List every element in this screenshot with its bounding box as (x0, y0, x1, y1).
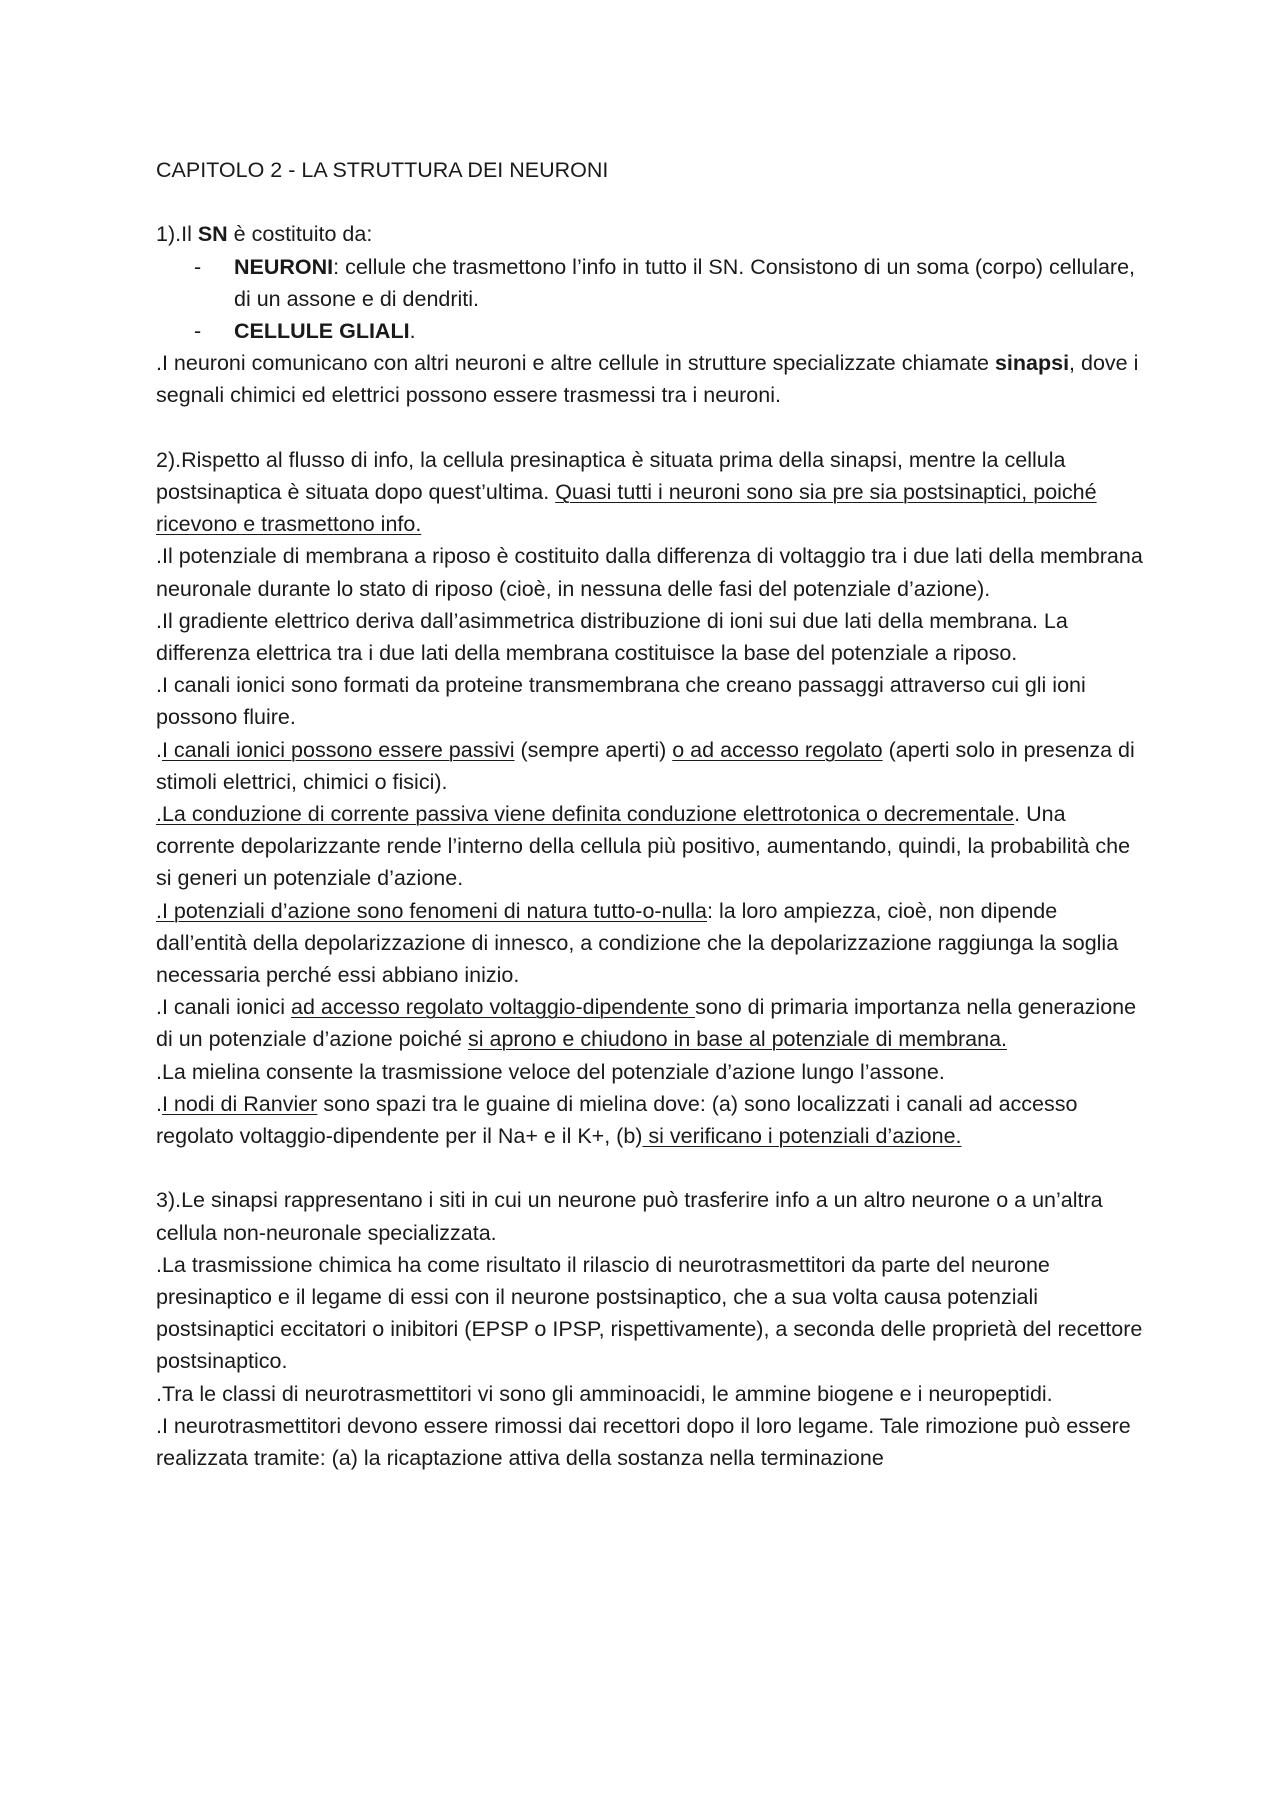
underlined-text: o ad accesso regolato (672, 737, 883, 762)
text-run: (sempre aperti) (514, 737, 673, 762)
bullet-text: . (409, 319, 416, 343)
text-run: , dove i segnali chimici ed elettrici possono essere trasmessi tra i neuroni. (156, 351, 1139, 408)
bullet-item-cellule-gliali (156, 315, 1146, 347)
paragraph-canali-passivi (156, 734, 1146, 798)
paragraph-potenziale-riposo: .Il potenziale di membrana a riposo è costituito dalla differenza di voltaggio tra i due lati della membrana neuronale durante lo stato di riposo (cioè, in nessuna delle fasi del potenziale d’azione). (156, 544, 1143, 601)
paragraph-rimozione-neurotrasmettitori: .I neurotrasmettitori devono essere rimossi dai recettori dopo il loro legame. Tale rimozione può essere realizzata tramite: (a) la ricaptazione attiva della sostanza nella terminazione (156, 1413, 1131, 1471)
paragraph-canali-ionici: .I canali ionici sono formati da proteine transmembrana che creano passaggi attraverso cui gli ioni possono fluire. (156, 673, 1086, 730)
underlined-text: I canali ionici possono essere passivi (161, 737, 515, 762)
document-body (156, 154, 1146, 1474)
paragraph-gradiente-elettrico: .Il gradiente elettrico deriva dall’asimmetrica distribuzione di ioni sui due lati della membrana. La differenza elettrica tra i due lati della membrana costituisce la base del potenziale a riposo. (156, 608, 1068, 666)
text-run: sono spazi tra le guaine di mielina dove: (a) sono localizzati i canali ad accesso regolato voltaggio-dipendente per il Na+ e il K+, (b) (156, 1091, 1078, 1149)
paragraph-spacer (156, 186, 1146, 218)
bullet-term: CELLULE GLIALI (234, 319, 410, 343)
text-run: . Una corrente depolarizzante rende l’interno della cellula più positivo, aumentando, quindi, la probabilità che si generi un potenziale d’azione. (156, 802, 1131, 891)
underlined-text: .La conduzione di corrente passiva viene definita conduzione elettrotonica o decrementale (156, 802, 1015, 827)
text-run: (aperti solo in presenza di stimoli elettrici, chimici o fisici). (156, 737, 1135, 794)
bold-term: sinapsi (994, 351, 1070, 376)
bullet-term: NEURONI (234, 254, 334, 279)
bullet-dash: - (194, 254, 202, 279)
text-run: .I canali ionici (156, 995, 292, 1020)
section1-intro-bold: SN (197, 222, 228, 247)
paragraph-classi-neurotrasmettitori: .Tra le classi di neurotrasmettitori vi sono gli amminoacidi, le ammine biogene e i neuropeptidi. (156, 1381, 1053, 1406)
text-run: : la loro ampiezza, cioè, non dipende dall’entità della depolarizzazione di innesco, a condizione che la depolarizzazione raggiunga la soglia necessaria perché essi abbiano inizio. (156, 898, 1119, 988)
section1-intro-suffix: è costituito da: (227, 222, 373, 247)
paragraph-voltaggio-dipendente (156, 991, 1146, 1055)
underlined-text: si verificano i potenziali d’azione. (642, 1124, 962, 1149)
underlined-text: .I potenziali d’azione sono fenomeni di natura tutto-o-nulla (156, 898, 707, 923)
text-run: . (156, 737, 162, 762)
underlined-text: I nodi di Ranvier (161, 1091, 318, 1116)
text-run: .I neuroni comunicano con altri neuroni e altre cellule in strutture specializzate chiamate (156, 351, 995, 376)
paragraph-conduzione-passiva (156, 798, 1146, 895)
paragraph-tutto-o-nulla (156, 895, 1146, 992)
paragraph-nodi-ranvier (156, 1088, 1146, 1152)
section1-intro (156, 218, 1146, 250)
text-run: 2).Rispetto al flusso di info, la cellula presinaptica è situata prima della sinapsi, mentre la cellula postsinaptica è situata dopo quest’ultima. (156, 447, 1066, 504)
underlined-text: ad accesso regolato voltaggio-dipendente (291, 995, 696, 1020)
bullet-item-neuroni (156, 251, 1146, 315)
paragraph-spacer (156, 412, 1146, 444)
section3-intro: 3).Le sinapsi rappresentano i siti in cui un neurone può trasferire info a un altro neurone o a un’altra cellula non-neuronale specializzata. (156, 1188, 1103, 1245)
paragraph-sinapsi (156, 347, 1146, 411)
paragraph-trasmissione-chimica: .La trasmissione chimica ha come risultato il rilascio di neurotrasmettitori da parte del neurone presinaptico e il legame di essi con il neurone postsinaptico, che a sua volta causa potenziali postsinaptici eccitatori o inibitori (EPSP o IPSP, rispettivamente), a seconda delle proprietà del recettore postsinaptico. (156, 1252, 1143, 1374)
underlined-text: Quasi tutti i neuroni sono sia pre sia postsinaptici, poiché ricevono e trasmettono info. (156, 480, 1097, 537)
paragraph-spacer (156, 1152, 1146, 1184)
section2-intro (156, 444, 1146, 541)
section1-intro-prefix: 1).Il (156, 222, 198, 247)
underlined-text: si aprono e chiudono in base al potenziale di membrana. (467, 1027, 1008, 1052)
text-run: sono di primaria importanza nella generazione di un potenziale d’azione poiché (156, 995, 1137, 1052)
chapter-title: CAPITOLO 2 - LA STRUTTURA DEI NEURONI (156, 158, 609, 182)
bullet-text: : cellule che trasmettono l’info in tutto il SN. Consistono di un soma (corpo) cellulare, di un assone e di dendriti. (234, 254, 1136, 311)
text-run: . (156, 1091, 162, 1116)
bullet-dash: - (194, 319, 202, 343)
paragraph-mielina: .La mielina consente la trasmissione veloce del potenziale d’azione lungo l’assone. (156, 1059, 945, 1084)
